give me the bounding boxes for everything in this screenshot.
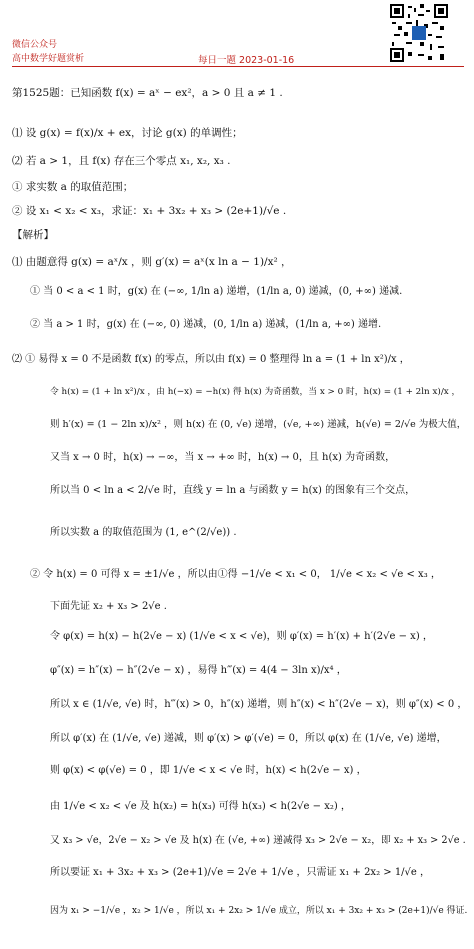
solution-line: 因为 x₁ > −1/√e ，x₂ > 1/√e ，所以 x₁ + 2x₂ > 1/√e 成立，所以 x₁ + 3x₂ + x₃ > (2e+1)/√e 得证. bbox=[50, 906, 468, 916]
question-part-2-2: ② 设 x₁ < x₂ < x₃，求证：x₁ + 3x₂ + x₃ > (2e+1)/√e . bbox=[12, 205, 287, 217]
solution-line: ⑴ 由题意得 g(x) = aˣ/x ，则 g′(x) = aˣ(x ln a − 1)/x² ， bbox=[12, 256, 292, 268]
page-title: 每日一题 2023-01-16 bbox=[198, 55, 295, 66]
solution-line: 又 x₃ > √e，2√e − x₂ > √e 及 h(x) 在 (√e, +∞) 递减得 x₃ > 2√e − x₂，即 x₂ + x₃ > 2√e . bbox=[50, 835, 466, 846]
solution-line: 所以要证 x₁ + 3x₂ + x₃ > (2e+1)/√e = 2√e + 1/√e ，只需证 x₁ + 2x₂ > 1/√e ， bbox=[50, 867, 431, 878]
solution-line: 所以实数 a 的取值范围为 (1, e^(2/√e)) . bbox=[50, 527, 237, 538]
solution-line: 所以当 0 < ln a < 2/√e 时，直线 y = ln a 与函数 y = h(x) 的图象有三个交点， bbox=[50, 485, 416, 496]
header-divider bbox=[12, 66, 464, 67]
account-line-2: 高中数学好题赏析 bbox=[12, 54, 85, 64]
question-stem: 第1525题：已知函数 f(x) = aˣ − ex²，a > 0 且 a ≠ 1 . bbox=[12, 87, 283, 99]
solution-line: 令 φ(x) = h(x) − h(2√e − x) (1/√e < x < √e)，则 φ′(x) = h′(x) + h′(2√e − x) ， bbox=[50, 631, 433, 642]
solution-heading: 【解析】 bbox=[12, 229, 54, 241]
question-part-2-1: ① 求实数 a 的取值范围； bbox=[12, 181, 134, 193]
account-line-1: 微信公众号 bbox=[12, 40, 58, 50]
solution-line: ② 当 a > 1 时，g(x) 在 (−∞, 0) 递减，(0, 1/ln a) 递减，(1/ln a, +∞) 递增. bbox=[30, 319, 382, 330]
solution-line: φ″(x) = h″(x) − h″(2√e − x) ，易得 h‴(x) = 4(4 − 3ln x)/x⁴ ， bbox=[50, 665, 347, 676]
solution-line: ① 当 0 < a < 1 时，g(x) 在 (−∞, 1/ln a) 递增，(1/ln a, 0) 递减，(0, +∞) 递减. bbox=[30, 286, 403, 297]
solution-line: 由 1/√e < x₂ < √e 及 h(x₂) = h(x₃) 可得 h(x₃) < h(2√e − x₂) ， bbox=[50, 801, 351, 812]
question-part-2: ⑵ 若 a > 1，且 f(x) 存在三个零点 x₁, x₂, x₃ . bbox=[12, 155, 231, 167]
question-part-1: ⑴ 设 g(x) = f(x)/x + ex，讨论 g(x) 的单调性； bbox=[12, 127, 243, 139]
solution-line: 下面先证 x₂ + x₃ > 2√e . bbox=[50, 601, 167, 612]
solution-line: 又当 x → 0 时，h(x) → −∞，当 x → +∞ 时，h(x) → 0，且 h(x) 为奇函数， bbox=[50, 452, 396, 463]
solution-line: 则 h′(x) = (1 − 2ln x)/x² ，则 h(x) 在 (0, √e) 递增，(√e, +∞) 递减，h(√e) = 2/√e 为极大值， bbox=[50, 419, 467, 430]
solution-line: ⑵ ① 易得 x = 0 不是函数 f(x) 的零点，所以由 f(x) = 0 整理得 ln a = (1 + ln x²)/x ， bbox=[12, 354, 410, 365]
solution-line: 所以 x ∈ (1/√e, √e) 时，h‴(x) > 0，h″(x) 递增，则 h″(x) < h″(2√e − x)，则 φ″(x) < 0 ， bbox=[50, 699, 468, 710]
qr-code-icon bbox=[390, 4, 448, 62]
account-name bbox=[12, 38, 84, 66]
solution-line: 则 φ(x) < φ(√e) = 0 ，即 1/√e < x < √e 时，h(x) < h(2√e − x) ， bbox=[50, 765, 367, 776]
solution-line: ② 令 h(x) = 0 可得 x = ±1/√e ，所以由①得 −1/√e < x₁ < 0， 1/√e < x₂ < √e < x₃ ， bbox=[30, 569, 441, 580]
solution-line: 令 h(x) = (1 + ln x²)/x ，由 h(−x) = −h(x) 得 h(x) 为奇函数，当 x > 0 时，h(x) = (1 + 2ln x)/x ， bbox=[50, 387, 461, 397]
solution-line: 所以 φ′(x) 在 (1/√e, √e) 递减，则 φ′(x) > φ′(√e) = 0，所以 φ(x) 在 (1/√e, √e) 递增， bbox=[50, 733, 447, 744]
